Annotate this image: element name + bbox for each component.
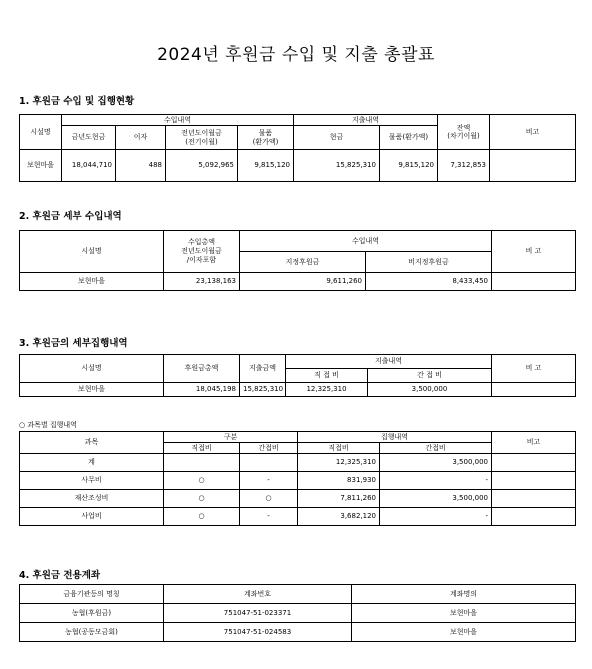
cell-indirect: -	[380, 472, 492, 490]
header-goods: 물품 (환가액)	[238, 126, 294, 150]
header-account: 계좌번호	[164, 585, 352, 604]
header-ex-goods: 물품(환가액)	[380, 126, 438, 150]
section2-heading: 2. 후원금 세부 수입내역	[19, 211, 122, 222]
header-interest: 이자	[116, 126, 166, 150]
table-row	[20, 383, 576, 397]
cell-holder: 보현마을	[352, 604, 576, 623]
cell-indirect: 3,500,000	[368, 383, 492, 397]
section1-heading: 1. 후원금 수입 및 집행현황	[19, 96, 135, 107]
section3-heading: 3. 후원금의 세부집행내역	[19, 338, 128, 349]
cell-note	[492, 273, 576, 291]
cell-item: 사무비	[20, 472, 164, 490]
cell-ex-goods: 9,815,120	[380, 150, 438, 182]
header-facility: 시설명	[20, 355, 164, 383]
cell-indirect: 3,500,000	[380, 454, 492, 472]
cell-undesignated: 8,433,450	[366, 273, 492, 291]
header-note: 비 고	[492, 355, 576, 383]
cell-carry: 5,092,965	[166, 150, 238, 182]
page-title: 2024년 후원금 수입 및 지출 총괄표	[157, 45, 435, 65]
cell-designated: 9,611,260	[240, 273, 366, 291]
cell-direct-mark: ○	[164, 508, 240, 526]
cell-direct-mark: ○	[164, 490, 240, 508]
cell-direct: 12,325,310	[286, 383, 368, 397]
table-row	[20, 472, 576, 490]
cell-indirect-mark	[240, 454, 298, 472]
account-table	[19, 584, 576, 642]
cell-item: 사업비	[20, 508, 164, 526]
cell-facility: 보현마을	[20, 273, 164, 291]
execution-detail-table	[19, 354, 576, 397]
section4-heading: 4. 후원금 전용계좌	[19, 570, 101, 581]
header-total: 후원금총액	[164, 355, 240, 383]
header-item: 과목	[20, 432, 164, 454]
header-income: 수입내역	[62, 115, 294, 126]
cell-indirect-mark: -	[240, 472, 298, 490]
cell-note	[492, 490, 576, 508]
cell-indirect: 3,500,000	[380, 490, 492, 508]
header-detail: 수입내역	[240, 231, 492, 252]
header-direct: 직 접 비	[286, 369, 368, 383]
header-type: 구분	[164, 432, 298, 443]
header-undesignated: 비지정후원금	[366, 252, 492, 273]
header-note: 비고	[492, 432, 576, 454]
cell-direct: 831,930	[298, 472, 380, 490]
header-type-direct: 직접비	[164, 443, 240, 454]
header-holder: 계좌명의	[352, 585, 576, 604]
cell-goods: 9,815,120	[238, 150, 294, 182]
cell-account: 751047-51-024583	[164, 623, 352, 642]
cell-ex-cash: 15,825,310	[294, 150, 380, 182]
header-detail: 지출내역	[286, 355, 492, 369]
cell-note	[490, 150, 576, 182]
cell-facility: 보현마을	[20, 383, 164, 397]
cell-holder: 보현마을	[352, 623, 576, 642]
header-ex-cash: 현금	[294, 126, 380, 150]
cell-total: 18,045,198	[164, 383, 240, 397]
table-row	[20, 454, 576, 472]
header-carry: 전년도이월금 (전기이월)	[166, 126, 238, 150]
header-cash: 금년도현금	[62, 126, 116, 150]
header-bank: 금융기관등의 명칭	[20, 585, 164, 604]
cell-cash: 18,044,710	[62, 150, 116, 182]
cell-note	[492, 508, 576, 526]
cell-direct: 7,811,260	[298, 490, 380, 508]
header-note: 비 고	[492, 231, 576, 273]
cell-indirect-mark: -	[240, 508, 298, 526]
cell-note	[492, 383, 576, 397]
header-type-indirect: 간접비	[240, 443, 298, 454]
cell-indirect-mark: ○	[240, 490, 298, 508]
table-row	[20, 508, 576, 526]
header-facility: 시설명	[20, 115, 62, 150]
cell-bank: 농협(공동모금회)	[20, 623, 164, 642]
header-expense: 지출내역	[294, 115, 438, 126]
header-indirect: 간 접 비	[368, 369, 492, 383]
cell-interest: 488	[116, 150, 166, 182]
header-expense: 지출금액	[240, 355, 286, 383]
cell-direct-mark	[164, 454, 240, 472]
table-row	[20, 490, 576, 508]
cell-balance: 7,312,853	[438, 150, 490, 182]
subsection-heading: ○ 과목별 집행내역	[19, 421, 77, 429]
cell-direct-mark: ○	[164, 472, 240, 490]
cell-facility: 보현마을	[20, 150, 62, 182]
item-execution-table	[19, 431, 576, 526]
cell-bank: 농협(후원금)	[20, 604, 164, 623]
table-row	[20, 604, 576, 623]
table-row	[20, 273, 576, 291]
cell-expense: 15,825,310	[240, 383, 286, 397]
header-note: 비고	[490, 115, 576, 150]
header-exec: 집행내역	[298, 432, 492, 443]
cell-item: 계	[20, 454, 164, 472]
cell-direct: 3,682,120	[298, 508, 380, 526]
cell-note	[492, 472, 576, 490]
header-facility: 시설명	[20, 231, 164, 273]
cell-item: 재산조성비	[20, 490, 164, 508]
cell-account: 751047-51-023371	[164, 604, 352, 623]
cell-total: 23,138,163	[164, 273, 240, 291]
header-balance: 잔액 (차기이월)	[438, 115, 490, 150]
cell-note	[492, 454, 576, 472]
cell-direct: 12,325,310	[298, 454, 380, 472]
table-row	[20, 623, 576, 642]
table-row	[20, 150, 576, 182]
header-designated: 지정후원금	[240, 252, 366, 273]
header-exec-indirect: 간접비	[380, 443, 492, 454]
header-total: 수입총액 전년도이월금 /이자포함	[164, 231, 240, 273]
cell-indirect: -	[380, 508, 492, 526]
header-exec-direct: 직접비	[298, 443, 380, 454]
income-detail-table	[19, 230, 576, 291]
income-execution-table	[19, 114, 576, 182]
